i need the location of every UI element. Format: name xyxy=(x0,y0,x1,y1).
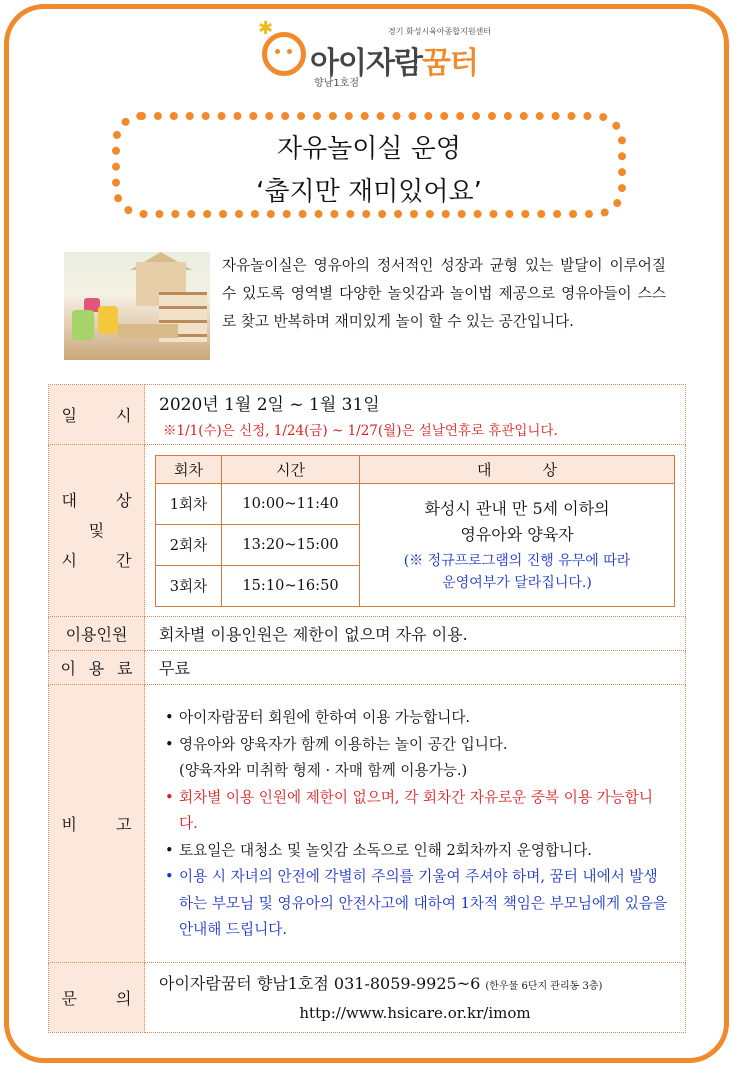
brand-logo xyxy=(258,18,498,88)
remarks-list xyxy=(159,685,671,962)
org-name: 경기 화성시육아종합지원센터 xyxy=(388,27,492,36)
capacity-label: 이용인원 xyxy=(49,617,145,651)
schedule-label: 대 상 및 시 간 xyxy=(49,445,145,617)
session-2: 2회차 xyxy=(156,524,222,565)
table-row xyxy=(156,483,675,524)
header-session: 회차 xyxy=(156,455,222,483)
time-2: 13:20~15:00 xyxy=(222,524,360,565)
brand-name: 아이자람꿈터 xyxy=(310,46,478,81)
period-row xyxy=(49,385,686,445)
intro-paragraph: 자유놀이실은 영유아의 정서적인 성장과 균형 있는 발달이 이루어질 수 있도록 영역별 다양한 놀잇감과 놀이법 제공으로 영유아들이 스스로 찾고 반복하며 재미있게 놀이 할 수 있는 공간입니다. xyxy=(222,257,666,330)
session-1: 1회차 xyxy=(156,483,222,524)
list-item: • 아이자람꿈터 회원에 한하여 이용 가능합니다. xyxy=(165,705,671,732)
holiday-note: ※1/1(수)은 신정, 1/24(금) ~ 1/27(월)은 설날연휴로 휴관입니다. xyxy=(163,423,558,439)
period-date: 2020년 1월 2일 ~ 1월 31일 xyxy=(159,395,380,415)
contact-row xyxy=(49,962,686,1032)
session-3: 3회차 xyxy=(156,565,222,606)
playroom-photo xyxy=(64,252,210,360)
contact-url[interactable]: http://www.hsicare.or.kr/imom xyxy=(299,1003,531,1022)
remarks-label: 비 고 xyxy=(49,685,145,963)
period-label: 일 시 xyxy=(49,385,145,445)
smiley-face-icon xyxy=(262,32,306,76)
capacity-value: 회차별 이용인원은 제한이 없으며 자유 이용. xyxy=(145,617,686,651)
title-box xyxy=(112,112,626,218)
branch-name: 향남1호점 xyxy=(314,78,360,89)
info-table xyxy=(48,384,686,1033)
fee-label: 이 용 료 xyxy=(49,651,145,685)
header-time: 시간 xyxy=(222,455,360,483)
capacity-row xyxy=(49,617,686,651)
header-target: 대 상 xyxy=(360,455,675,483)
list-item: • 이용 시 자녀의 안전에 각별히 주의를 기울여 주셔야 하며, 꿈터 내에서 발생하는 부모님 및 영유아의 안전사고에 대하여 1차적 책임은 부모님에게 있음을 안내해 드립니다. xyxy=(165,864,671,944)
time-3: 15:10~16:50 xyxy=(222,565,360,606)
fee-value: 무료 xyxy=(145,651,686,685)
page-title: 자유놀이실 운영 xyxy=(276,134,462,164)
time-1: 10:00~11:40 xyxy=(222,483,360,524)
schedule-table xyxy=(155,455,675,607)
schedule-row xyxy=(49,445,686,617)
contact-phone: 아이자람꿈터 향남1호점 031-8059-9925~6 xyxy=(159,973,481,993)
list-item: (양육자와 미취학 형제 · 자매 함께 이용가능.) xyxy=(179,762,468,779)
fee-row xyxy=(49,651,686,685)
list-item: • 토요일은 대청소 및 놀잇감 소독으로 인해 2회차까지 운영합니다. xyxy=(165,838,671,865)
list-item: • 영유아와 양육자가 함께 이용하는 놀이 공간 입니다. xyxy=(165,732,671,759)
target-cell: 화성시 관내 만 5세 이하의 영유아와 양육자 (※ 정규프로그램의 진행 유무에 따라 운영여부가 달라집니다.) xyxy=(360,483,675,606)
contact-label: 문 의 xyxy=(49,962,145,1032)
remarks-row xyxy=(49,685,686,963)
contact-address: (한우물 6단지 관리동 3층) xyxy=(485,980,603,992)
page-subtitle: ‘춥지만 재미있어요’ xyxy=(256,177,482,207)
list-item: • 회차별 이용 인원에 제한이 없으며, 각 회차간 자유로운 중복 이용 가능합니다. xyxy=(165,785,671,838)
star-icon: ✱ xyxy=(258,18,274,39)
